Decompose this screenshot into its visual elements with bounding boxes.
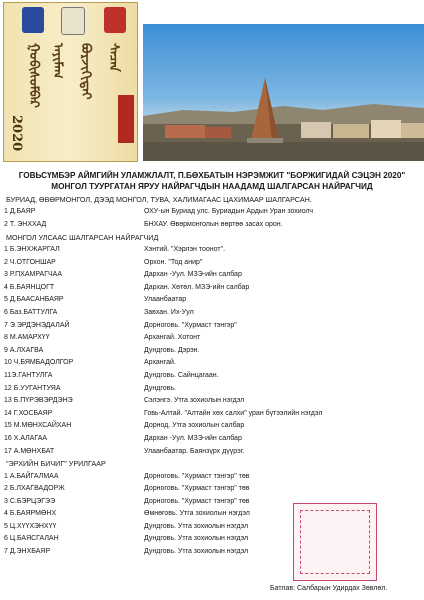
poet-name: 4 Б.БАЯНЦОГТ <box>4 283 55 291</box>
poet-origin: Дорноговь. "Хурмаст тэнгэр" төв <box>144 485 250 493</box>
landscape-illustration <box>143 24 424 161</box>
official-stamp <box>293 503 377 581</box>
poet-origin: Архангай. Хотонт <box>144 334 201 342</box>
list-item <box>4 433 424 446</box>
list-item <box>4 345 424 358</box>
mongolia-heading: МОНГОЛ УЛСААС ШАЛГАРСАН НАЙРАГЧИД <box>6 232 159 242</box>
poet-origin: Дархан -Уул. МЗЭ-ийн салбар <box>144 271 242 279</box>
list-item <box>4 420 424 433</box>
emblem-right-icon <box>104 7 126 33</box>
list-item <box>4 408 424 421</box>
poet-name: 16 Х.АЛАГАА <box>4 434 48 442</box>
list-item <box>4 320 424 333</box>
poet-origin: Дорноговь. "Хурмаст тэнгэр" төв <box>144 472 250 480</box>
list-item <box>4 471 424 484</box>
emblem-left-icon <box>22 7 44 33</box>
list-item <box>4 294 424 307</box>
poet-name: 1 А.БАЙГАЛМАА <box>4 472 59 480</box>
poet-origin: ОХУ-ын Буриад улс. Буриадын Ардын Уран зохиолч <box>144 208 314 216</box>
poet-origin: Улаанбаатар. Баянзүрх дүүрэг. <box>144 447 245 455</box>
list-item <box>4 206 424 219</box>
list-item <box>4 219 424 232</box>
poet-name: 8 М.АМАРХҮҮ <box>4 334 50 342</box>
red-seal-icon <box>118 95 134 143</box>
poet-origin: Өмнөговь. Утга зохиолын нэгдэл <box>144 510 250 518</box>
mongolia-list <box>0 244 424 458</box>
poet-origin: Завхан. Их-Уул <box>144 308 194 316</box>
list-item <box>4 257 424 270</box>
poet-name: 6 Ц.БАЯСГАЛАН <box>4 535 59 543</box>
poet-name: 3 Р.ПХАМРАГЧАА <box>4 271 62 279</box>
poet-origin: Говь-Алтай. "Алтайн хөх салхи" уран бүтээлийн нэгдэл <box>144 409 323 417</box>
poet-origin: Дундговь. Утга зохиолын нэгдэл <box>144 548 249 556</box>
poet-origin: Дорноговь. "Хурмаст тэнгэр" <box>144 321 237 329</box>
stamp-border-icon <box>300 510 370 574</box>
intro-text: БУРИАД, ӨВӨРМОНГОЛ, ДЭЭД МОНГОЛ, ТУВА, ХАЛИМАГААС ЦАХИМААР ШАЛГАРСАН. <box>6 195 312 204</box>
poet-name: 2 Б.ЛХАГВАДОРЖ <box>4 485 65 493</box>
erkh-heading: "ЭРХИЙН БИЧИГ" УРИЛГААР <box>6 459 106 469</box>
poet-origin: Сэлэнгэ. Утга зохиолын нэгдэл <box>144 397 245 405</box>
poet-name: 4 Б.БАЯРМӨНХ <box>4 510 57 518</box>
poet-origin: Дундговь. <box>144 384 176 392</box>
title-line-1: ГОВЬСҮМБЭР АЙМГИЙН УЛАМЖЛАЛТ, П.БӨХБАТЫН НЭРЭМЖИТ "БОРЖИГИДАЙ СЭЦЭН 2020" <box>18 171 406 180</box>
list-item <box>4 446 424 459</box>
poet-name: 7 Д.ЭНХБАЯР <box>4 548 51 556</box>
list-item <box>4 357 424 370</box>
poet-name: 12 Б.УУГАНТУЯА <box>4 384 61 392</box>
list-item <box>4 395 424 408</box>
script-line-3: ᠪᠣᠷᠵᠢᠭᠢᠳᠠᠢ <box>78 43 93 100</box>
poet-name: 1 Б.ЭНХЖАРГАЛ <box>4 246 60 253</box>
poet-origin: Орхон. "Тод анир" <box>144 258 203 266</box>
poet-name: 7 Э.ЭРДЭНЭДАЛАЙ <box>4 321 70 329</box>
poet-origin: Дархан. Хөтөл. МЗЭ-ийн салбар <box>144 283 250 291</box>
poet-origin: Дархан -Уул. МЗЭ-ийн салбар <box>144 434 242 442</box>
poster-year: 2020 <box>9 115 24 152</box>
poet-origin: Дундговь. Сайнцагаан. <box>144 371 219 379</box>
poet-name: 3 С.БЭРЦЭГЭЭ <box>4 497 56 505</box>
poet-name: 14 Г.ХОСБАЯР <box>4 409 53 417</box>
poet-origin: Дундговь. Утга зохиолын нэгдэл <box>144 522 249 530</box>
document-title <box>4 170 420 192</box>
poet-name: 6 Баз.БАТТУЛГА <box>4 308 58 316</box>
poet-name: 2 Т. ЭНХХАД <box>4 221 47 228</box>
header-banner <box>0 0 424 165</box>
poet-name: 2 Ч.ОТГОНШАР <box>4 258 56 266</box>
list-item <box>4 307 424 320</box>
poet-name: 11Э.ГАНТУЛГА <box>4 371 53 379</box>
poet-name: 10 Ч.БЯМБАДОЛГОР <box>4 359 74 367</box>
list-item <box>4 383 424 396</box>
monument-photo <box>143 24 424 161</box>
poet-origin: Улаанбаатар <box>144 296 187 304</box>
poet-name: 15 М.МӨНХСАЙХАН <box>4 422 72 430</box>
poet-origin: БНХАУ. Өвөрмонголын өөртөө засах орон. <box>144 221 283 228</box>
title-line-2: МОНГОЛ ТУУРГАТАН ЯРУУ НАЙРАГЧДЫН НААДАМД ШАЛГАРСАН НАЙРАГЧИД <box>51 182 373 191</box>
poet-origin: Хэнтий. "Хэрлэн тоонот". <box>144 246 226 253</box>
poet-name: 13 Б.ПҮРЭВЭРДЭНЭ <box>4 397 73 405</box>
poet-name: 5 Д.БААСАНБАЯР <box>4 296 64 304</box>
list-item <box>4 332 424 345</box>
list-item <box>4 483 424 496</box>
poet-name: 9 А.ЛХАГВА <box>4 346 44 354</box>
portrait-icon <box>61 7 85 35</box>
list-item <box>4 282 424 295</box>
list-item <box>4 370 424 383</box>
poet-origin: Архангай. <box>144 359 176 367</box>
script-line-1: ᠭᠣᠪᠢᠰᠦᠮᠪᠡᠷ <box>26 43 41 108</box>
results-document <box>0 170 424 559</box>
list-item <box>4 269 424 282</box>
poet-origin: Дорнод. Утга зохиолын салбар <box>144 422 245 430</box>
foreign-list <box>0 206 424 231</box>
poet-name: 17 А.МӨНХБАТ <box>4 447 55 455</box>
mongolian-script-poster <box>3 2 138 162</box>
poet-name: 1 Д.БАЯР <box>4 208 36 216</box>
poet-origin: Дундговь. Утга зохиолын нэгдэл <box>144 535 249 543</box>
script-line-4: ᠰᠡᠴᠡᠨ <box>106 43 121 72</box>
poet-name: 5 Ц.ХҮҮХЭНХҮҮ <box>4 522 57 530</box>
signature-line: Батлав: Салбарын Удирдах Зөвлөл. <box>270 585 388 592</box>
list-item <box>4 244 424 257</box>
poet-origin: Дундговь. Дэрэн. <box>144 346 200 354</box>
script-line-2: ᠠᠶᠢᠮᠠᠭ <box>50 43 65 79</box>
poet-origin: Дорноговь. "Хурмаст тэнгэр" төв <box>144 497 250 505</box>
